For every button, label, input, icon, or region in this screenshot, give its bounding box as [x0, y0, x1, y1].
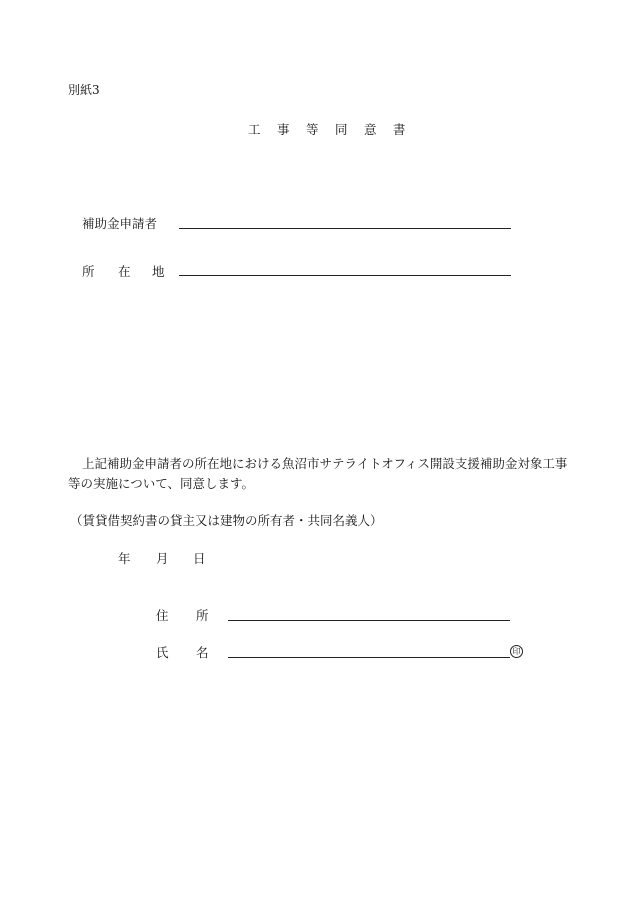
owner-note: （賃貸借契約書の貸主又は建物の所有者・共同名義人）: [70, 513, 383, 528]
date-month-label: 月: [156, 551, 169, 566]
date-year-label: 年: [118, 551, 131, 566]
location-input-line[interactable]: [179, 275, 511, 276]
title-char: 等: [305, 122, 319, 137]
address-label: [156, 606, 210, 624]
location-char: 在: [117, 264, 131, 279]
applicant-label: 補助金申請者: [82, 216, 158, 231]
attachment-label: 別紙3: [68, 83, 100, 97]
title-char: 事: [276, 122, 290, 137]
address-char: 所: [195, 608, 209, 623]
address-char: 住: [156, 608, 169, 623]
location-char: 地: [151, 264, 165, 279]
name-label: [156, 643, 210, 661]
title-char: 工: [248, 122, 261, 137]
location-label: [82, 262, 166, 280]
name-input-line[interactable]: [228, 657, 510, 658]
title-char: 意: [363, 122, 377, 137]
title-char: 同: [334, 122, 348, 137]
name-char: 氏: [156, 645, 169, 660]
date-day-label: 日: [193, 551, 206, 566]
address-input-line[interactable]: [228, 620, 510, 621]
title-char: 書: [392, 122, 406, 137]
consent-paragraph-line-2: 等の実施について、同意します。: [68, 476, 255, 491]
applicant-input-line[interactable]: [179, 228, 511, 229]
consent-paragraph-line-1: 上記補助金申請者の所在地における魚沼市サテライトオフィス開設支援補助金対象工事: [82, 456, 568, 471]
document-title: [248, 120, 407, 138]
name-char: 名: [195, 645, 209, 660]
seal-mark: 印: [510, 645, 523, 658]
location-char: 所: [82, 264, 95, 279]
